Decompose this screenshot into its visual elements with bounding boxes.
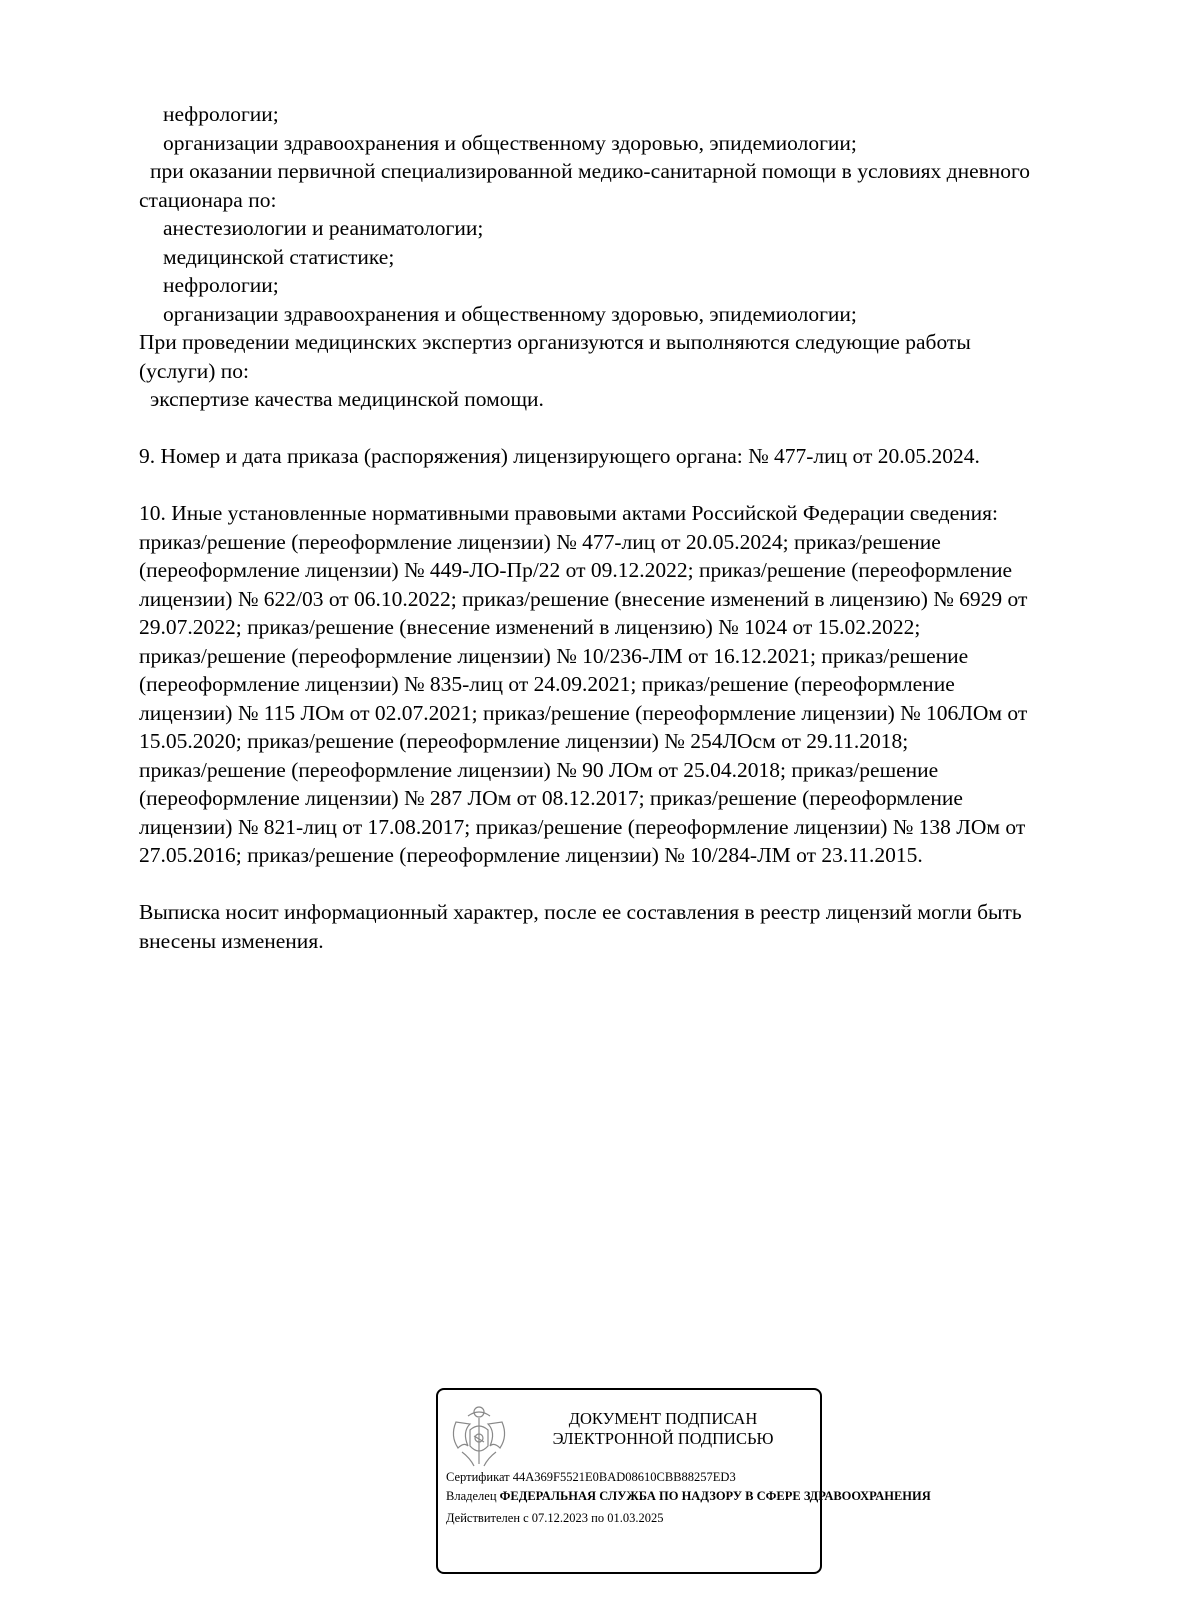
text-line: приказ/решение (переоформление лицензии) № 90 ЛОм от 25.04.2018; приказ/решение [139, 757, 939, 782]
signature-stamp [436, 1388, 931, 1574]
text-line: приказ/решение (переоформление лицензии) № 477-лиц от 20.05.2024; приказ/решение [139, 529, 941, 554]
text-line: стационара по: [139, 187, 277, 212]
text-line: (переоформление лицензии) № 835-лиц от 24.09.2021; приказ/решение (переоформление [139, 672, 955, 696]
text-line: 9. Номер и дата приказа (распоряжения) лицензирующего органа: № 477-лиц от 20.05.2024. [139, 444, 980, 468]
text-line: при оказании первичной специализированной медико-санитарной помощи в условиях дневного [150, 159, 1031, 183]
text-line: приказ/решение (переоформление лицензии) № 10/236-ЛМ от 16.12.2021; приказ/решение [139, 643, 969, 668]
text-line: 27.05.2016; приказ/решение (переоформление лицензии) № 10/284-ЛМ от 23.11.2015. [139, 843, 923, 867]
text-line: организации здравоохранения и общественному здоровью, эпидемиологии; [163, 301, 857, 326]
text-line: 10. Иные установленные нормативными правовыми актами Российской Федерации сведения: [139, 501, 998, 525]
text-line: анестезиологии и реаниматологии; [163, 216, 484, 240]
stamp-owner [446, 1489, 931, 1504]
stamp-title-line2: ЭЛЕКТРОННОЙ ПОДПИСЬЮ [552, 1429, 774, 1448]
coat-of-arms-icon [448, 1402, 510, 1472]
text-line: медицинской статистике; [163, 244, 395, 269]
paragraph-gap [139, 471, 1129, 500]
stamp-title-line1: ДОКУМЕНТ ПОДПИСАН [568, 1409, 758, 1428]
text-line: 15.05.2020; приказ/решение (переоформление лицензии) № 254ЛОсм от 29.11.2018; [139, 729, 909, 753]
text-line: нефрологии; [163, 273, 279, 297]
text-line: (переоформление лицензии) № 449-ЛО-Пр/22 от 09.12.2022; приказ/решение (переоформление [139, 558, 1013, 582]
owner-value: ФЕДЕРАЛЬНАЯ СЛУЖБА ПО НАДЗОРУ В СФЕРЕ ЗДРАВООХРАНЕНИЯ [499, 1489, 931, 1503]
text-line: организации здравоохранения и общественному здоровью, эпидемиологии; [163, 130, 857, 155]
text-line: Выписка носит информационный характер, после ее составления в реестр лицензий могли быть [139, 900, 1022, 924]
text-line: лицензии) № 821-лиц от 17.08.2017; приказ/решение (переоформление лицензии) № 138 ЛОм от [139, 814, 1026, 839]
text-line: При проведении медицинских экспертиз организуются и выполняются следующие работы [139, 330, 971, 354]
cert-label: Сертификат [446, 1470, 510, 1484]
text-line: 29.07.2022; приказ/решение (внесение изменений в лицензию) № 1024 от 15.02.2022; [139, 615, 921, 639]
text-line: внесены изменения. [139, 928, 324, 953]
text-line: лицензии) № 115 ЛОм от 02.07.2021; приказ/решение (переоформление лицензии) № 106ЛОм от [139, 700, 1028, 725]
document-body [139, 100, 1129, 955]
text-line: (переоформление лицензии) № 287 ЛОм от 08.12.2017; приказ/решение (переоформление [139, 786, 963, 810]
cert-value: 44A369F5521E0BAD08610CBB88257ED3 [512, 1470, 736, 1484]
text-line: нефрологии; [163, 102, 279, 126]
owner-label: Владелец [446, 1489, 497, 1503]
text-line: (услуги) по: [139, 358, 250, 383]
text-line: экспертизе качества медицинской помощи. [150, 387, 544, 411]
paragraph-gap [139, 414, 1129, 443]
paragraph-gap [139, 870, 1129, 899]
stamp-certificate [446, 1470, 736, 1485]
stamp-validity: Действителен с 07.12.2023 по 01.03.2025 [446, 1511, 664, 1525]
text-line: лицензии) № 622/03 от 06.10.2022; приказ/решение (внесение изменений в лицензию) № 6929 от [139, 586, 1028, 611]
